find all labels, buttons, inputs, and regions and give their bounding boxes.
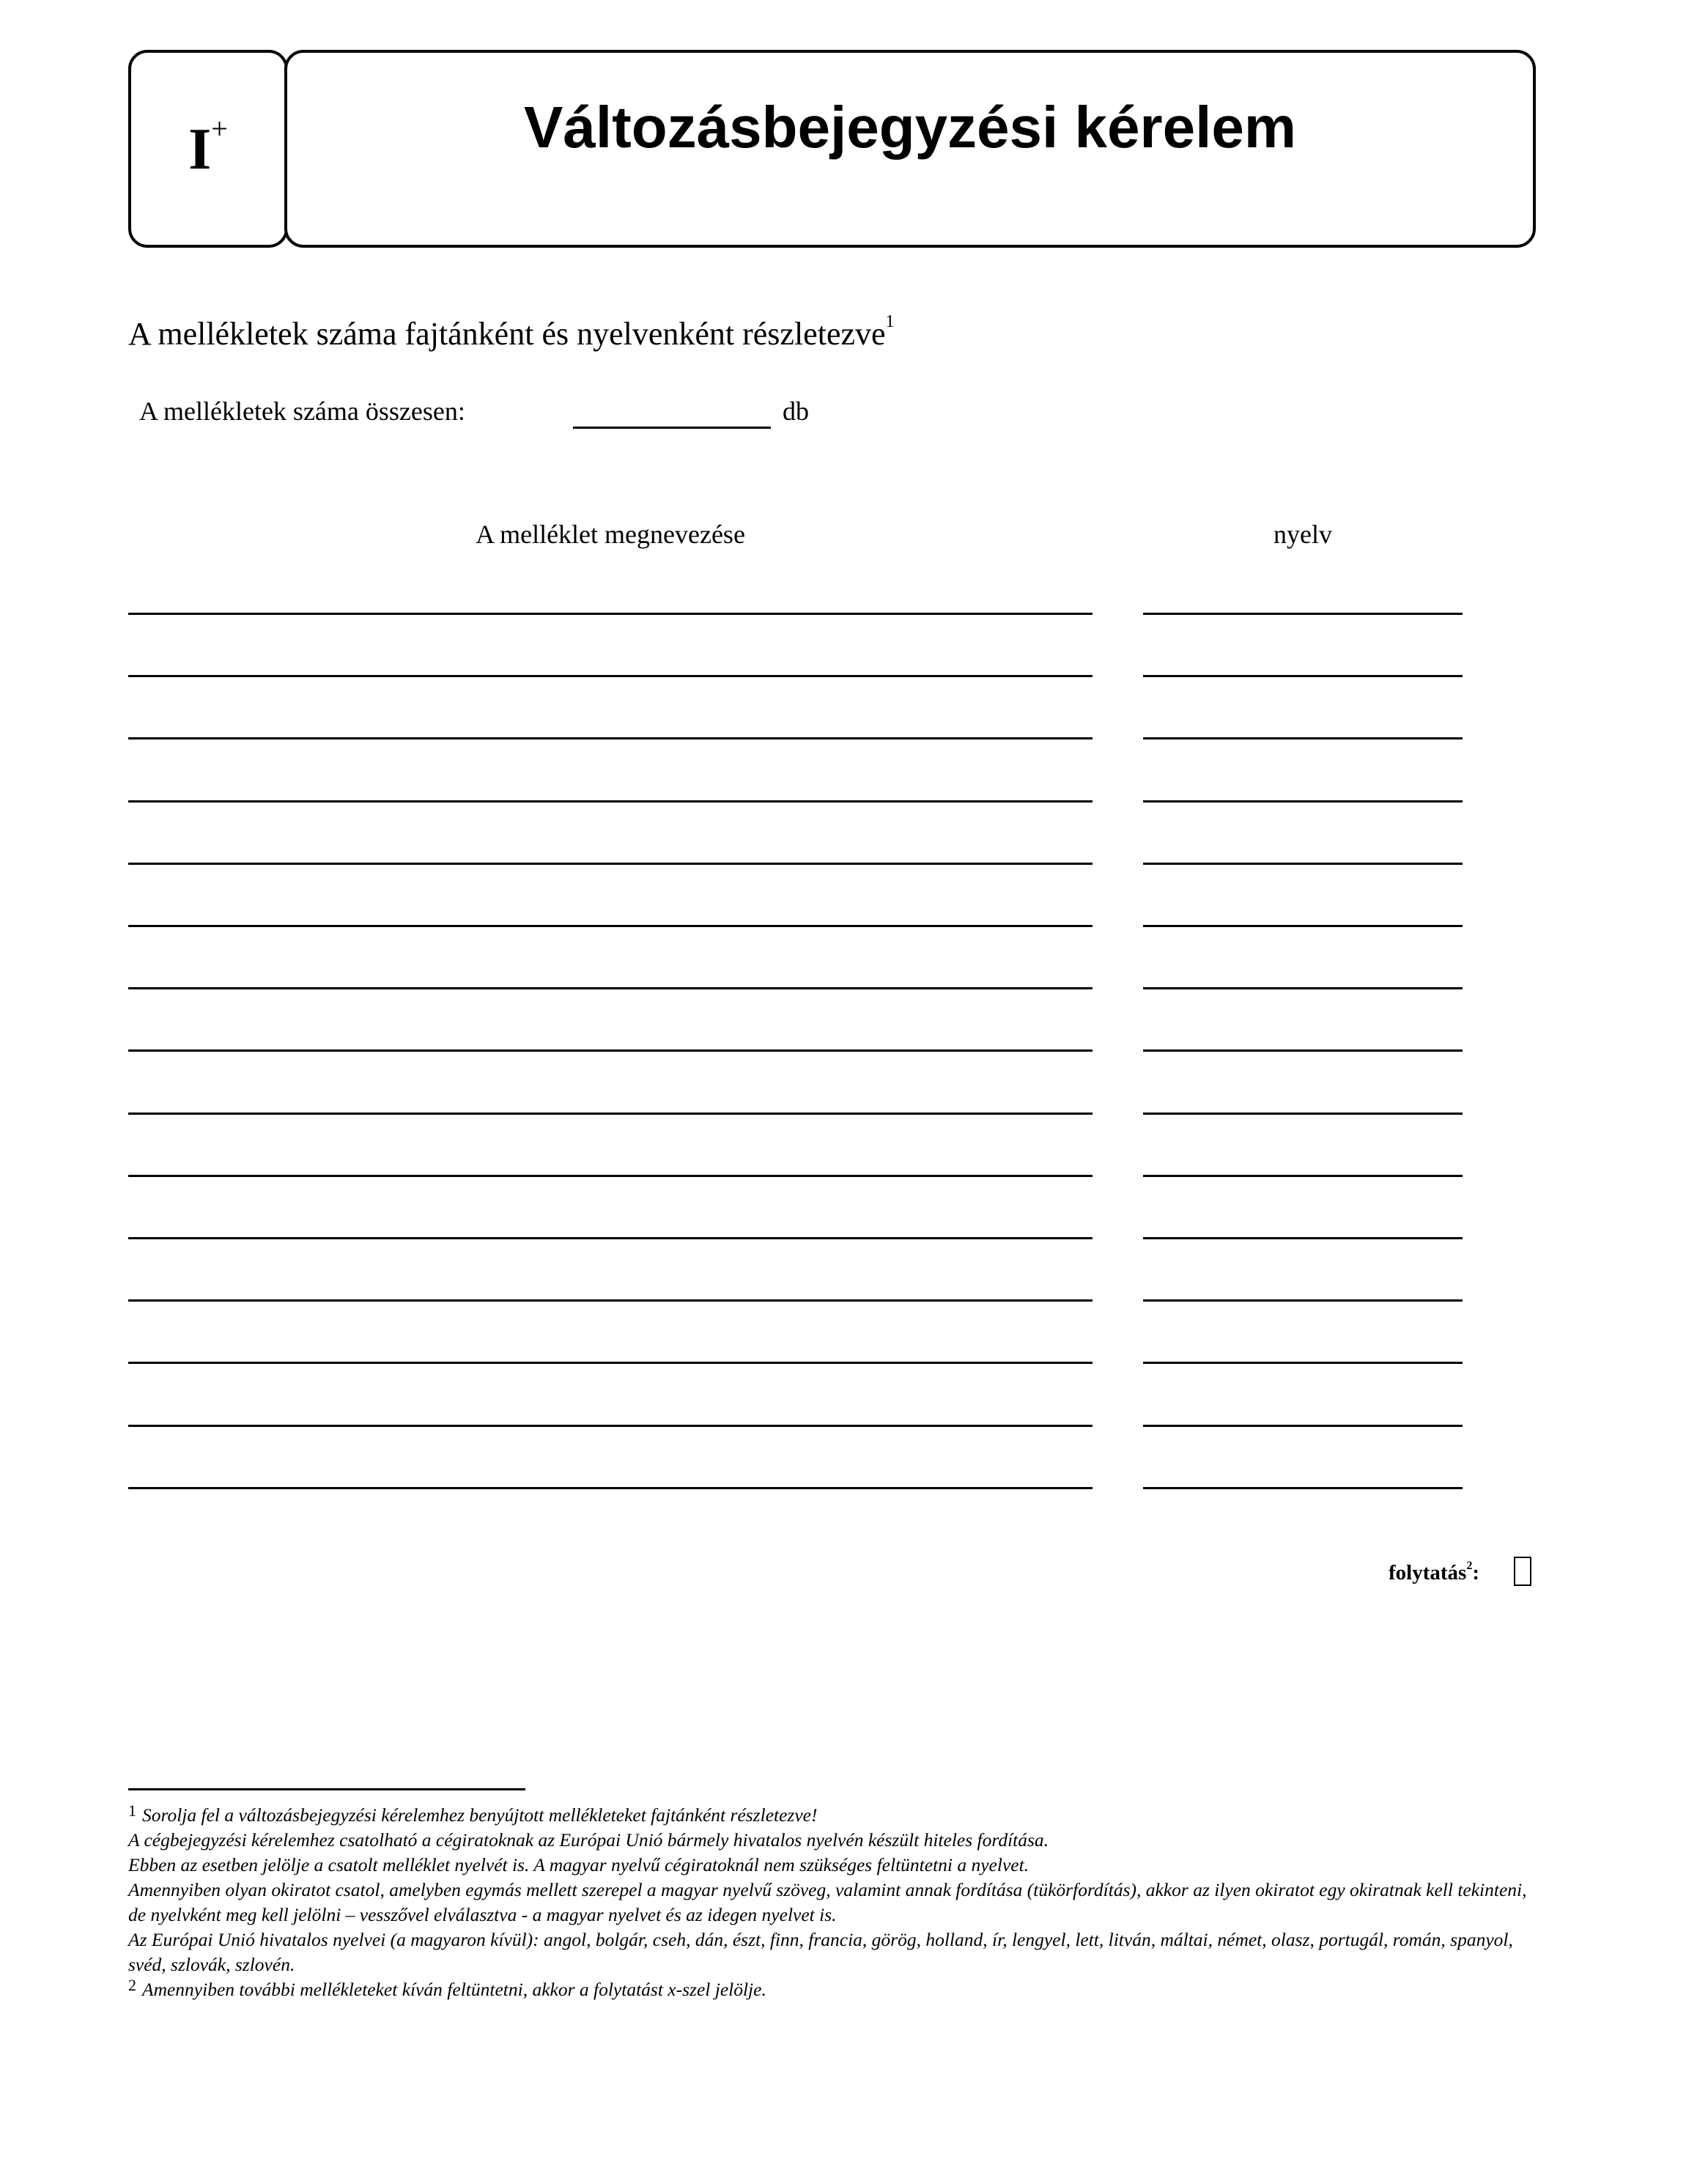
table-row xyxy=(0,1237,1708,1240)
table-row xyxy=(0,863,1708,866)
footnote-1-mark: 1 xyxy=(128,1801,136,1820)
form-code-box xyxy=(128,50,288,248)
footnote-ref-1: 1 xyxy=(885,312,895,331)
footnote-1-line: A cégbejegyzési kérelemhez csatolható a cégiratoknak az Európai Unió bármely hivatalos nyelvén készült hiteles fordítása. xyxy=(128,1829,1049,1851)
attachment-name-field[interactable] xyxy=(128,1487,1093,1489)
footnote-2-text: Amennyiben további mellékleteket kíván feltüntetni, akkor a folytatást x-szel jelölje. xyxy=(142,1979,766,2000)
footnote-1 xyxy=(128,1803,1535,1828)
attachment-language-field[interactable] xyxy=(1143,1175,1463,1177)
attachment-name-field[interactable] xyxy=(128,1362,1093,1364)
table-row xyxy=(0,737,1708,740)
attachment-language-field[interactable] xyxy=(1143,987,1463,989)
footnote-2-mark: 2 xyxy=(128,1976,136,1994)
continuation-checkbox[interactable] xyxy=(1514,1557,1531,1586)
attachment-name-field[interactable] xyxy=(128,1175,1093,1177)
section-heading xyxy=(128,312,895,353)
footnote-ref-2: 2 xyxy=(1466,1560,1473,1572)
attachment-name-field[interactable] xyxy=(128,987,1093,989)
total-attachments-label: A mellékletek száma összesen: xyxy=(139,396,465,426)
attachment-name-field[interactable] xyxy=(128,925,1093,927)
footnotes xyxy=(128,1803,1535,2002)
attachment-language-field[interactable] xyxy=(1143,1299,1463,1302)
table-row xyxy=(0,1487,1708,1490)
attachment-name-field[interactable] xyxy=(128,675,1093,677)
footnote-1-line: Sorolja fel a változásbejegyzési kérelemhez benyújtott mellékleteket fajtánként részletezve! xyxy=(142,1804,818,1826)
form-code-superscript: + xyxy=(211,112,228,145)
table-row xyxy=(0,1299,1708,1302)
form-code xyxy=(131,112,285,182)
column-header-attachment-name: A melléklet megnevezése xyxy=(476,520,745,549)
attachment-language-field[interactable] xyxy=(1143,1113,1463,1115)
section-heading-text: A mellékletek száma fajtánként és nyelvenként részletezve xyxy=(128,316,886,352)
table-row xyxy=(0,1049,1708,1052)
attachment-name-field[interactable] xyxy=(128,863,1093,865)
attachment-language-field[interactable] xyxy=(1143,675,1463,677)
attachment-name-field[interactable] xyxy=(128,1049,1093,1052)
footnote-1-line: Ebben az esetben jelölje a csatolt melléklet nyelvét is. A magyar nyelvű cégiratoknál nem szükséges feltüntetni a nyelvet. xyxy=(128,1854,1029,1875)
table-row xyxy=(0,1175,1708,1178)
attachment-name-field[interactable] xyxy=(128,1299,1093,1302)
page-title: Változásbejegyzési kérelem xyxy=(524,95,1296,160)
attachment-name-field[interactable] xyxy=(128,1425,1093,1427)
table-row xyxy=(0,925,1708,928)
attachment-name-field[interactable] xyxy=(128,737,1093,739)
footnote-divider xyxy=(128,1788,525,1790)
table-row xyxy=(0,613,1708,616)
table-row xyxy=(0,675,1708,678)
total-attachments-unit: db xyxy=(783,396,809,426)
attachment-name-field[interactable] xyxy=(128,800,1093,803)
footnote-1-line: Amennyiben olyan okiratot csatol, amelyben egymás mellett szerepel a magyar nyelvű szöveg, valamint annak fordítása (tükörfordítás), akkor az ilyen okiratot egy okiratnak kell tekinteni, de nyelvként meg kell jelölni – vesszővel elválasztva - a magyar nyelvet és az idegen nyelvet is. xyxy=(128,1879,1527,1925)
attachment-language-field[interactable] xyxy=(1143,800,1463,803)
attachment-language-field[interactable] xyxy=(1143,613,1463,615)
table-row xyxy=(0,800,1708,803)
attachment-language-field[interactable] xyxy=(1143,925,1463,927)
form-code-letter: I xyxy=(188,117,212,182)
attachment-language-field[interactable] xyxy=(1143,1487,1463,1489)
attachment-name-field[interactable] xyxy=(128,1237,1093,1239)
footnote-2 xyxy=(128,1977,1535,2002)
table-row xyxy=(0,1362,1708,1365)
footnote-1-line: Az Európai Unió hivatalos nyelvei (a magyaron kívül): angol, bolgár, cseh, dán, észt, finn, francia, görög, holland, ír, lengyel, lett, litván, máltai, német, olasz, portugál, román, spanyol, svéd, szlovák, szlovén. xyxy=(128,1929,1513,1975)
attachment-language-field[interactable] xyxy=(1143,737,1463,739)
title-box xyxy=(284,50,1536,248)
attachment-language-field[interactable] xyxy=(1143,1362,1463,1364)
attachment-name-field[interactable] xyxy=(128,1113,1093,1115)
attachment-language-field[interactable] xyxy=(1143,863,1463,865)
continuation-label xyxy=(1389,1561,1479,1585)
column-header-language: nyelv xyxy=(1273,520,1332,549)
attachment-name-field[interactable] xyxy=(128,613,1093,615)
total-attachments-field[interactable] xyxy=(573,427,771,429)
table-row xyxy=(0,987,1708,990)
attachment-language-field[interactable] xyxy=(1143,1237,1463,1239)
table-row xyxy=(0,1425,1708,1428)
attachment-language-field[interactable] xyxy=(1143,1425,1463,1427)
continuation-label-text: folytatás xyxy=(1389,1561,1467,1584)
continuation-label-colon: : xyxy=(1472,1561,1479,1584)
table-row xyxy=(0,1113,1708,1115)
attachment-language-field[interactable] xyxy=(1143,1049,1463,1052)
